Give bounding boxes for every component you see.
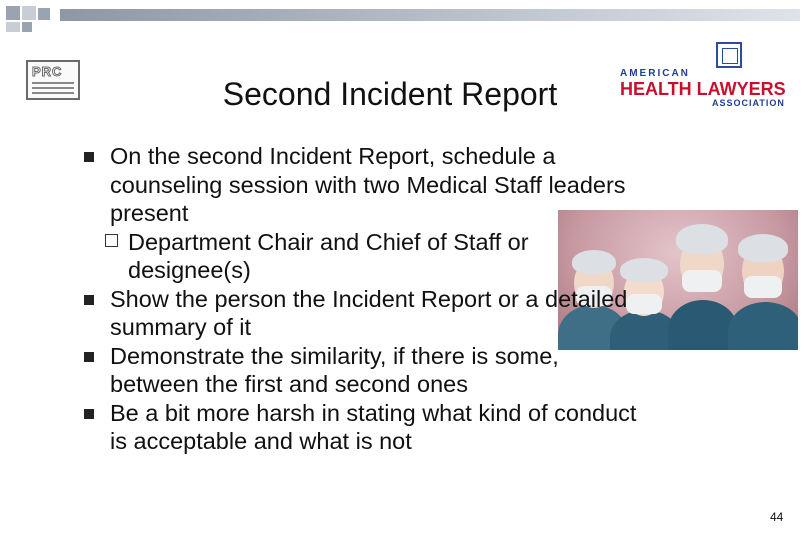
bullet-marker [84, 352, 94, 362]
prc-logo [26, 60, 80, 100]
page-number: 44 [770, 510, 784, 524]
prc-logo-lines [32, 82, 74, 97]
corner-decoration [0, 0, 810, 40]
bullet-list [84, 142, 644, 456]
decor-square [22, 6, 36, 20]
prc-logo-text: PRC [32, 64, 63, 79]
ahla-logo-line2: HEALTH LAWYERS [620, 79, 786, 99]
decor-square [22, 22, 32, 32]
slide-title: Second Incident Report [222, 76, 558, 112]
bullet-text: Show the person the Incident Report or a detailed summary of it [110, 285, 628, 340]
bullet-item [84, 342, 644, 399]
bullet-marker [84, 409, 94, 419]
bullet-item [84, 285, 644, 342]
ahla-emblem-icon [716, 42, 742, 68]
bullet-item [84, 399, 644, 456]
bullet-text: On the second Incident Report, schedule a counseling session with two Medical Staff leaders present [110, 143, 626, 226]
sub-bullet-text: Department Chair and Chief of Staff or designee(s) [128, 228, 529, 283]
bullet-marker [84, 152, 94, 162]
ahla-logo-line1: AMERICAN [620, 68, 690, 79]
sub-bullet-item [84, 228, 644, 285]
checkbox-bullet-icon [105, 234, 118, 247]
bullet-text: Demonstrate the similarity, if there is some, between the first and second ones [110, 342, 559, 397]
bullet-item [84, 142, 644, 228]
header-bar [60, 9, 800, 21]
ahla-logo [620, 40, 790, 110]
ahla-logo-line3: ASSOCIATION [712, 98, 785, 108]
decor-square [6, 22, 20, 32]
bullet-text: Be a bit more harsh in stating what kind of conduct is acceptable and what is not [110, 399, 637, 454]
bullet-marker [84, 295, 94, 305]
decor-square [38, 8, 50, 20]
decor-square [6, 6, 20, 20]
